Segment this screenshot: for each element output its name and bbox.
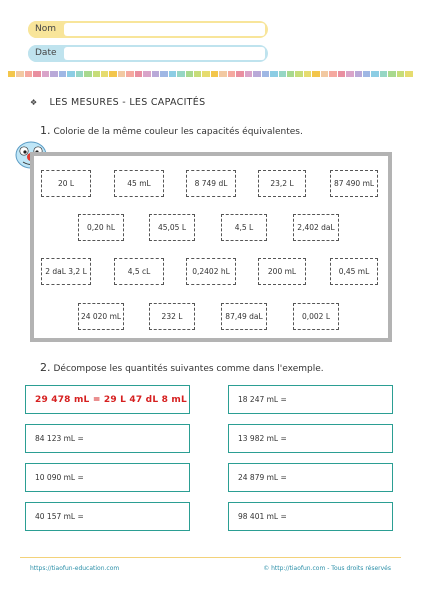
strip-swatch [84, 71, 91, 77]
strip-swatch [101, 71, 108, 77]
footer-divider [20, 557, 401, 558]
strip-swatch [177, 71, 184, 77]
strip-swatch [355, 71, 362, 77]
strip-swatch [109, 71, 116, 77]
worksheet-title [30, 97, 205, 108]
date-field[interactable] [28, 45, 268, 62]
capacity-card[interactable]: 87 490 mL [330, 170, 378, 197]
strip-swatch [228, 71, 235, 77]
strip-swatch [219, 71, 226, 77]
decompose-box[interactable]: 18 247 mL = [228, 385, 393, 414]
name-field[interactable] [28, 21, 268, 38]
capacity-card[interactable]: 23,2 L [258, 170, 306, 197]
decompose-box[interactable]: 40 157 mL = [25, 502, 190, 531]
question-2 [40, 361, 324, 374]
decompose-example: 29 478 mL = 29 L 47 dL 8 mL [25, 385, 190, 414]
date-label: Date [28, 45, 64, 62]
capacity-card[interactable]: 2 daL 3,2 L [41, 258, 91, 285]
capacity-card[interactable]: 200 mL [258, 258, 306, 285]
strip-swatch [211, 71, 218, 77]
capacity-card[interactable]: 8 749 dL [186, 170, 236, 197]
strip-swatch [160, 71, 167, 77]
strip-swatch [59, 71, 66, 77]
decompose-box[interactable]: 98 401 mL = [228, 502, 393, 531]
strip-swatch [42, 71, 49, 77]
strip-swatch [118, 71, 125, 77]
name-input-box[interactable] [64, 23, 265, 36]
strip-swatch [363, 71, 370, 77]
name-label: Nom [28, 21, 64, 38]
capacity-card[interactable]: 24 020 mL [78, 303, 124, 330]
strip-swatch [245, 71, 252, 77]
strip-swatch [380, 71, 387, 77]
strip-swatch [143, 71, 150, 77]
capacity-card[interactable]: 4,5 cL [114, 258, 164, 285]
strip-swatch [279, 71, 286, 77]
strip-swatch [169, 71, 176, 77]
strip-swatch [262, 71, 269, 77]
capacity-card[interactable]: 0,2402 hL [186, 258, 236, 285]
strip-swatch [287, 71, 294, 77]
capacity-card[interactable]: 45 mL [114, 170, 164, 197]
diamond-icon: ❖ [30, 98, 38, 107]
strip-swatch [93, 71, 100, 77]
strip-swatch [67, 71, 74, 77]
color-strip [8, 71, 413, 77]
capacity-card[interactable]: 20 L [41, 170, 91, 197]
strip-swatch [194, 71, 201, 77]
strip-swatch [388, 71, 395, 77]
strip-swatch [312, 71, 319, 77]
strip-swatch [295, 71, 302, 77]
decompose-box[interactable]: 24 879 mL = [228, 463, 393, 492]
strip-swatch [321, 71, 328, 77]
decompose-box[interactable]: 13 982 mL = [228, 424, 393, 453]
capacity-card[interactable]: 45,05 L [149, 214, 195, 241]
capacity-card[interactable]: 4,5 L [221, 214, 267, 241]
strip-swatch [50, 71, 57, 77]
capacity-card[interactable]: 232 L [149, 303, 195, 330]
strip-swatch [346, 71, 353, 77]
footer-left-link[interactable]: https://tiaofun-education.com [30, 565, 120, 572]
footer-copyright: © http://tiaofun.com - Tous droits réservés [263, 565, 391, 572]
question-1-number: 1. [40, 124, 51, 137]
strip-swatch [397, 71, 404, 77]
decompose-box[interactable]: 10 090 mL = [25, 463, 190, 492]
strip-swatch [152, 71, 159, 77]
strip-swatch [126, 71, 133, 77]
question-1 [40, 124, 303, 137]
date-input-box[interactable] [64, 47, 265, 60]
strip-swatch [371, 71, 378, 77]
strip-swatch [270, 71, 277, 77]
title-text: LES MESURES - LES CAPACITÉS [49, 97, 206, 108]
question-2-number: 2. [40, 361, 51, 374]
strip-swatch [338, 71, 345, 77]
question-2-text: Décompose les quantités suivantes comme dans l'exemple. [53, 364, 324, 374]
strip-swatch [25, 71, 32, 77]
strip-swatch [8, 71, 15, 77]
strip-swatch [304, 71, 311, 77]
strip-swatch [186, 71, 193, 77]
capacity-card[interactable]: 0,20 hL [78, 214, 124, 241]
strip-swatch [135, 71, 142, 77]
capacity-card[interactable]: 87,49 daL [221, 303, 267, 330]
capacity-card[interactable]: 0,002 L [293, 303, 339, 330]
strip-swatch [202, 71, 209, 77]
question-1-text: Colorie de la même couleur les capacités équivalentes. [53, 127, 303, 137]
strip-swatch [253, 71, 260, 77]
decompose-box[interactable]: 84 123 mL = [25, 424, 190, 453]
strip-swatch [236, 71, 243, 77]
strip-swatch [329, 71, 336, 77]
strip-swatch [16, 71, 23, 77]
strip-swatch [33, 71, 40, 77]
strip-swatch [405, 71, 412, 77]
strip-swatch [76, 71, 83, 77]
capacity-card[interactable]: 0,45 mL [330, 258, 378, 285]
capacity-card[interactable]: 2,402 daL [293, 214, 339, 241]
